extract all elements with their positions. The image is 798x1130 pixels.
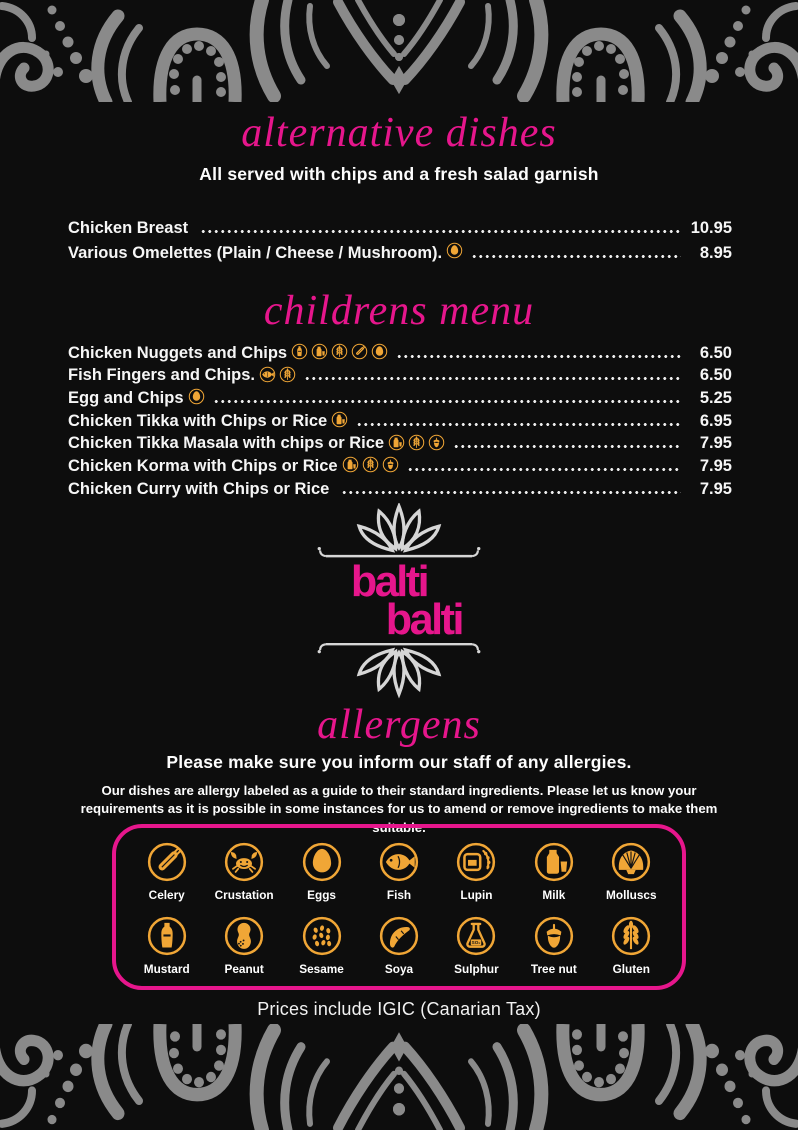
menu-item-price: 7.95 <box>699 434 732 453</box>
allergen-label: Mustard <box>143 961 190 976</box>
treenut-icon <box>428 434 445 451</box>
allergen-key-item <box>128 915 205 979</box>
peanut-icon <box>223 915 265 957</box>
treenut-icon <box>533 915 575 957</box>
menu-item-row <box>68 408 732 431</box>
menu-item-name: Chicken Curry with Chips or Rice <box>68 479 330 498</box>
menu-item-allergen-icons <box>446 242 463 259</box>
allergen-label: Lupin <box>460 888 493 902</box>
allergen-label: Milk <box>542 888 566 902</box>
menu-item-name: Chicken Breast <box>68 219 189 237</box>
allergen-key-item <box>438 915 515 979</box>
milk-icon <box>311 343 328 360</box>
menu-item-name: Chicken Tikka with Chips or Rice <box>68 411 328 430</box>
menu-item-price: 6.50 <box>699 366 732 385</box>
mustard-icon <box>291 343 308 360</box>
eggs-icon <box>446 242 463 259</box>
dotted-leader <box>453 444 681 449</box>
treenut-icon <box>382 456 399 473</box>
allergen-label: Gluten <box>612 961 650 976</box>
menu-item-row <box>68 453 732 476</box>
sesame-icon <box>301 915 343 957</box>
balti-balti-logo <box>289 503 509 699</box>
menu-item-price: 7.95 <box>699 457 732 476</box>
tax-note: Prices include IGIC (Canarian Tax) <box>257 999 541 1019</box>
menu-item-row <box>68 340 732 363</box>
allergen-key-item <box>283 841 360 905</box>
menu-item-name: Chicken Korma with Chips or Rice <box>68 457 338 476</box>
dotted-leader <box>407 467 681 472</box>
top-ornament-pattern <box>0 0 798 102</box>
lupin-icon <box>455 841 497 883</box>
fish-icon <box>259 366 276 383</box>
logo-text-line1: balti <box>350 558 428 607</box>
allergen-label: Fish <box>386 888 412 902</box>
milk-icon <box>388 434 405 451</box>
logo-text-line2: balti <box>385 596 463 645</box>
dotted-leader <box>396 354 681 359</box>
allergen-key-item <box>438 841 515 905</box>
menu-item-allergen-icons <box>188 388 205 405</box>
milk-icon <box>533 841 575 883</box>
allergen-key-item <box>128 841 205 905</box>
menu-item-row <box>68 213 732 238</box>
alternative-dishes-heading: alternative dishes <box>241 110 557 156</box>
bottom-ornament-pattern <box>0 1024 798 1130</box>
dotted-leader <box>213 399 682 404</box>
menu-item-price: 6.95 <box>699 411 732 430</box>
allergen-label: Eggs <box>307 888 336 902</box>
crustation-icon <box>223 841 265 883</box>
lotus-ornament-bottom-icon <box>318 644 481 694</box>
dotted-leader <box>471 254 681 259</box>
menu-item-row <box>68 431 732 454</box>
allergen-key-item <box>283 915 360 979</box>
celery-icon <box>351 343 368 360</box>
milk-icon <box>342 456 359 473</box>
allergen-key-item <box>515 915 592 979</box>
allergen-label: Sesame <box>299 961 344 976</box>
menu-item-allergen-icons <box>331 411 348 428</box>
lotus-ornament-top-icon <box>318 506 481 556</box>
allergen-key-item <box>205 841 282 905</box>
alternative-dishes-subtitle: All served with chips and a fresh salad garnish <box>199 164 599 184</box>
allergen-key-item <box>593 841 670 905</box>
celery-icon <box>146 841 188 883</box>
menu-item-row <box>68 238 732 263</box>
soya-icon <box>378 915 420 957</box>
childrens-menu-heading: childrens menu <box>263 288 535 334</box>
eggs-icon <box>301 841 343 883</box>
allergen-label: Celery <box>148 888 185 902</box>
menu-item-row <box>68 385 732 408</box>
menu-item-name: Fish Fingers and Chips. <box>68 366 256 385</box>
allergen-key-item <box>360 915 437 979</box>
allergen-label: Peanut <box>224 961 264 976</box>
allergen-label: Crustation <box>214 888 274 902</box>
allergen-key-item <box>593 915 670 979</box>
allergen-key-grid <box>112 824 686 990</box>
allergen-key-item <box>360 841 437 905</box>
menu-item-price: 6.50 <box>699 343 732 362</box>
menu-item-price: 10.95 <box>690 219 732 237</box>
menu-item-name: Various Omelettes (Plain / Cheese / Mushroom). <box>68 244 443 262</box>
menu-item-allergen-icons <box>291 343 388 360</box>
allergens-note: Our dishes are allergy labeled as a guide to their standard ingredients. Please let us know your requirements as it is possible in some instances for us to amend or remove ingredients to make them suitable. <box>80 783 718 835</box>
mustard-icon <box>146 915 188 957</box>
dotted-leader <box>356 422 681 427</box>
menu-item-name: Egg and Chips <box>68 389 184 408</box>
allergen-key-item <box>515 841 592 905</box>
milk-icon <box>331 411 348 428</box>
gluten-icon <box>362 456 379 473</box>
menu-item-allergen-icons <box>259 366 296 383</box>
allergen-label: Molluscs <box>606 888 657 902</box>
allergen-label: Tree nut <box>530 961 577 976</box>
menu-item-price: 5.25 <box>699 389 732 408</box>
sulphur-icon <box>455 915 497 957</box>
allergens-heading: allergens <box>317 702 481 748</box>
menu-item-allergen-icons <box>388 434 445 451</box>
menu-item-allergen-icons <box>342 456 399 473</box>
allergen-key-item <box>205 915 282 979</box>
menu-item-row <box>68 363 732 386</box>
fish-icon <box>378 841 420 883</box>
eggs-icon <box>188 388 205 405</box>
dotted-leader <box>200 229 681 234</box>
molluscs-icon <box>610 841 652 883</box>
alternative-dishes-list <box>68 213 732 263</box>
gluten-icon <box>331 343 348 360</box>
menu-item-price: 8.95 <box>699 244 732 262</box>
dotted-leader <box>304 376 681 381</box>
gluten-icon <box>610 915 652 957</box>
childrens-menu-list <box>68 340 732 499</box>
allergen-label: Soya <box>384 961 414 976</box>
menu-item-price: 7.95 <box>699 479 732 498</box>
gluten-icon <box>279 366 296 383</box>
gluten-icon <box>408 434 425 451</box>
menu-item-name: Chicken Nuggets and Chips <box>68 343 288 362</box>
allergens-subtitle: Please make sure you inform our staff of any allergies. <box>166 752 632 772</box>
eggs-icon <box>371 343 388 360</box>
menu-item-name: Chicken Tikka Masala with chips or Rice <box>68 434 385 453</box>
menu-item-row <box>68 476 732 499</box>
dotted-leader <box>341 490 681 495</box>
allergen-label: Sulphur <box>454 961 499 976</box>
